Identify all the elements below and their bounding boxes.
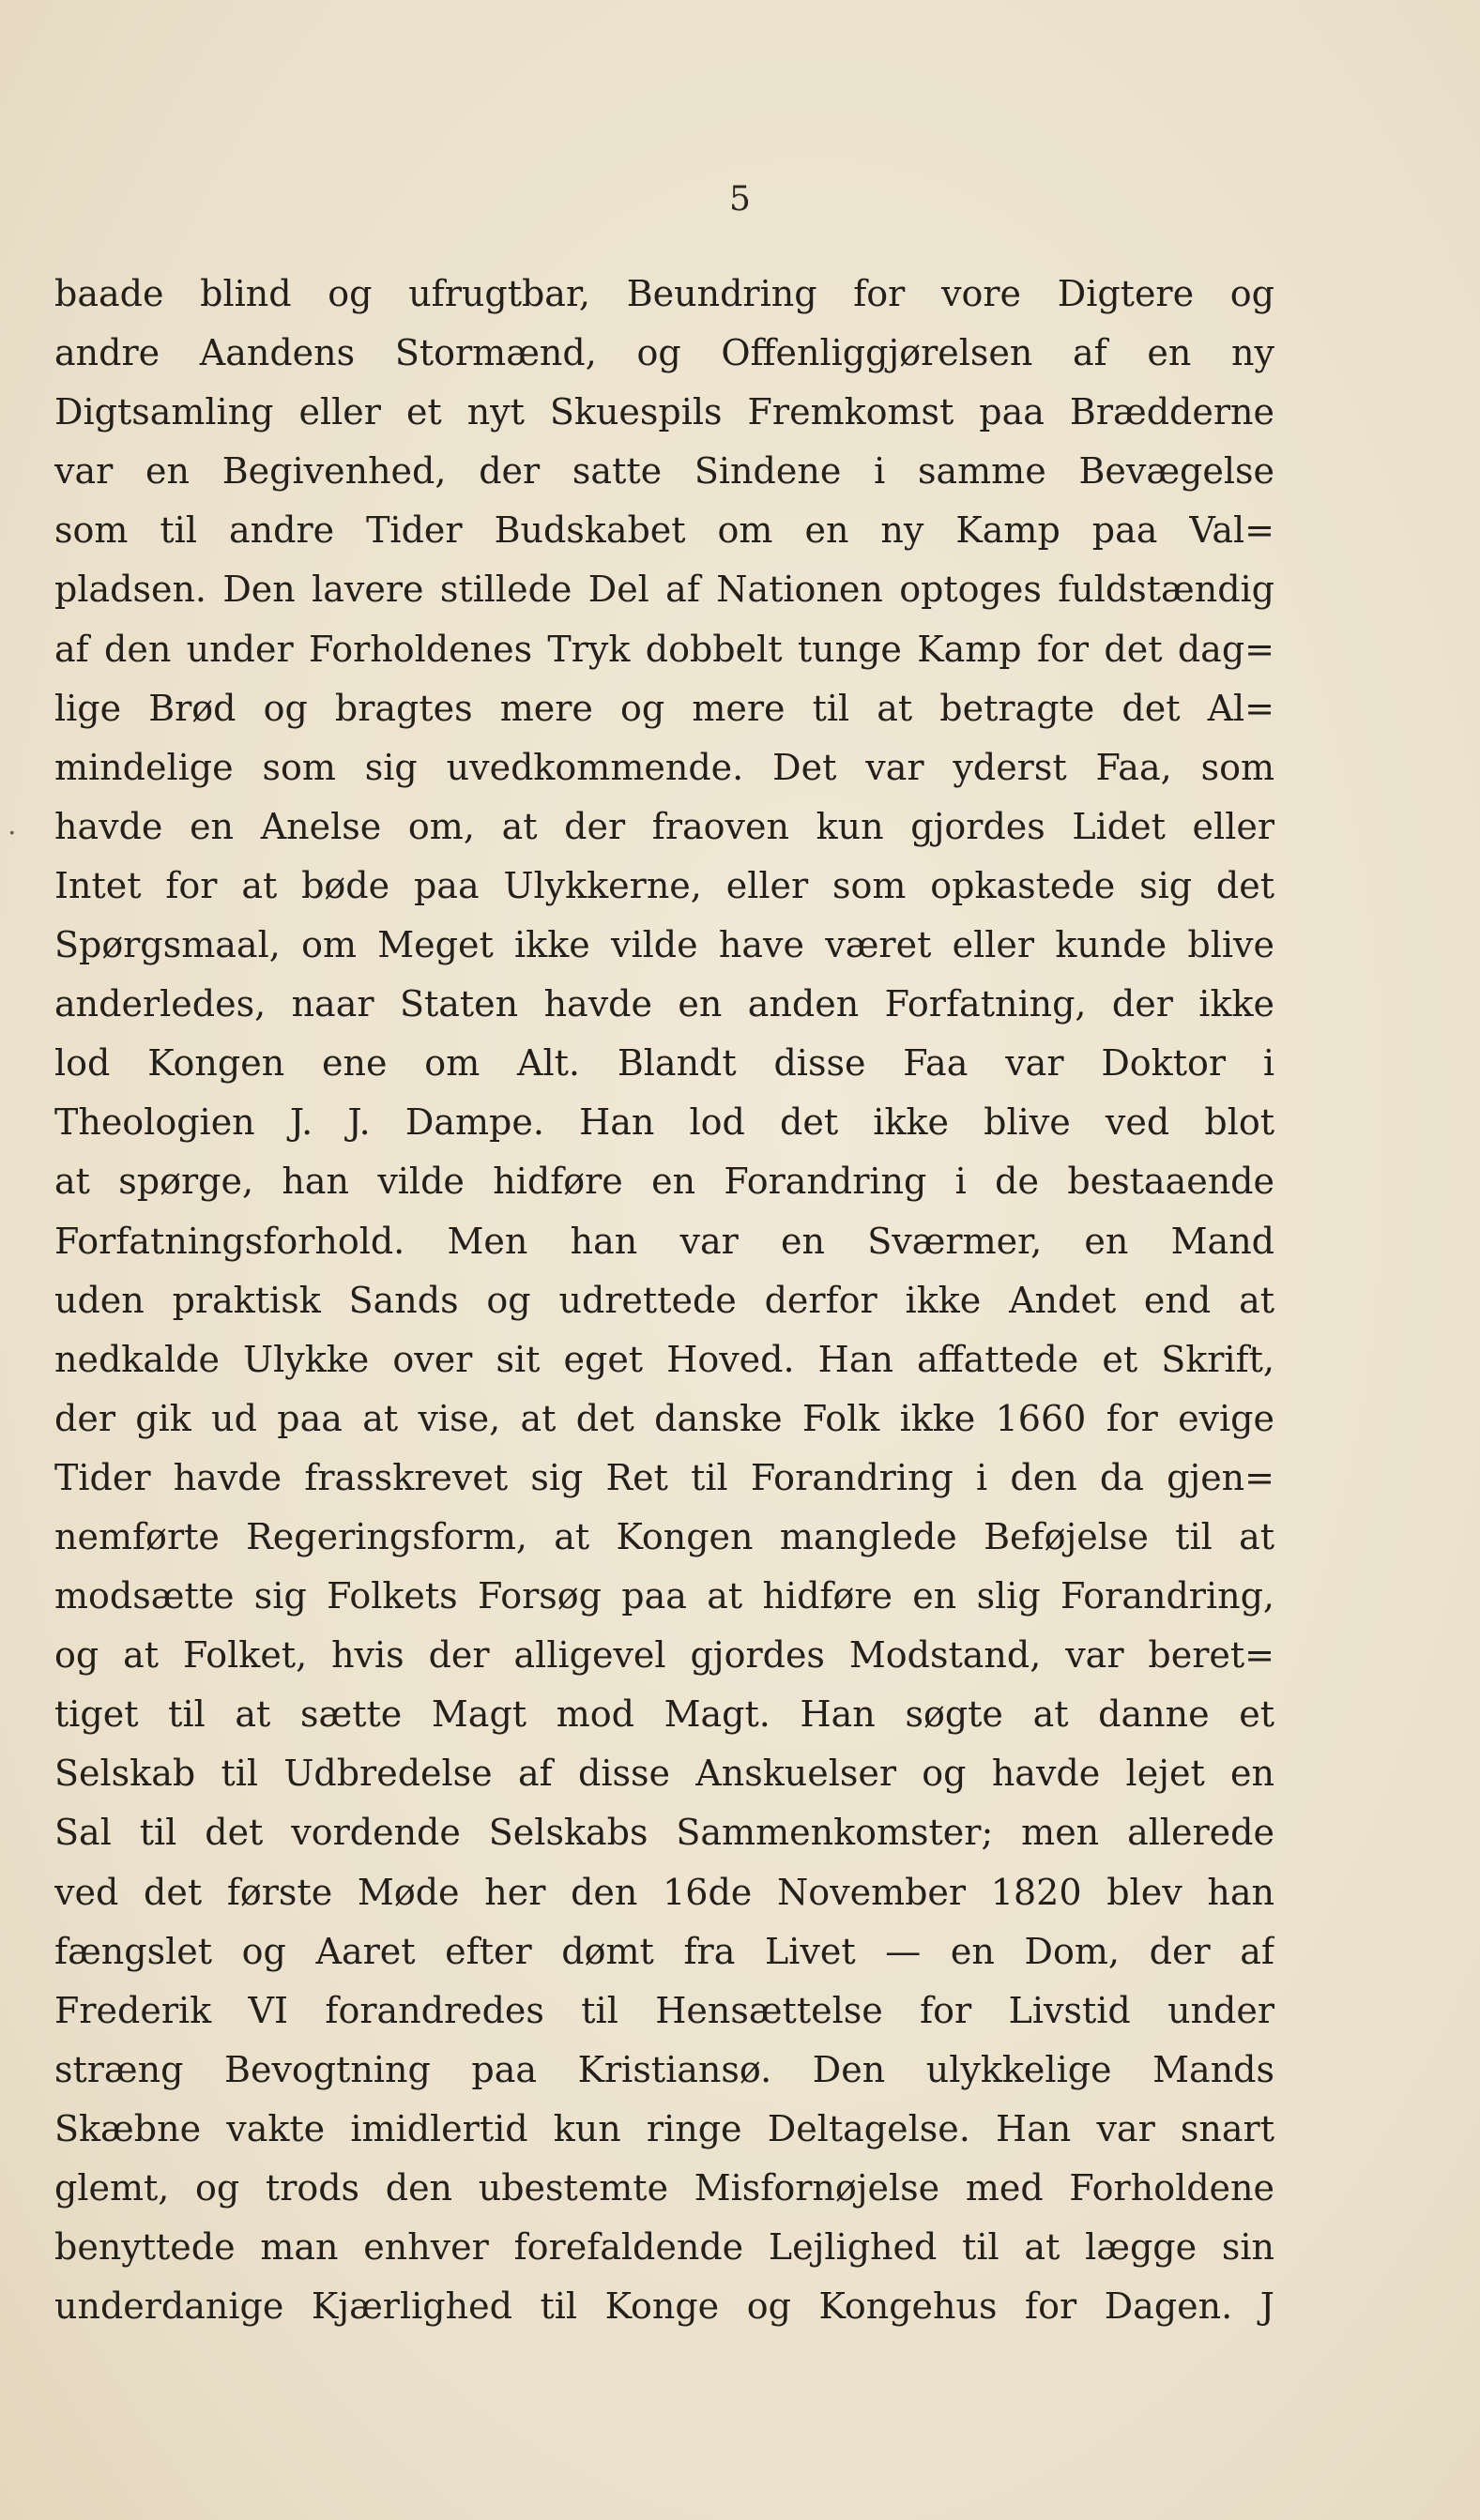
text-line: Skæbne vakte imidlertid kun ringe Deltagelse. Han var snart (54, 2107, 1274, 2149)
text-line: pladsen. Den lavere stillede Del af Nationen optoges fuldstændig (54, 569, 1274, 611)
text-line: stræng Bevogtning paa Kristiansø. Den ulykkelige Mands (54, 2048, 1274, 2090)
text-line: glemt, og trods den ubestemte Misfornøjelse med Forholdene (54, 2167, 1274, 2209)
text-line: andre Aandens Stormænd, og Offenliggjørelsen af en ny (54, 332, 1274, 374)
text-line: havde en Anelse om, at der fraoven kun gjordes Lidet eller (54, 805, 1274, 847)
text-line: af den under Forholdenes Tryk dobbelt tunge Kamp for det dag= (54, 628, 1274, 670)
text-line: Spørgsmaal, om Meget ikke vilde have været eller kunde blive (54, 924, 1274, 966)
body-text (54, 265, 1274, 2336)
text-line: uden praktisk Sands og udrettede derfor ikke Andet end at (54, 1279, 1274, 1321)
text-line: der gik ud paa at vise, at det danske Folk ikke 1660 for evige (54, 1397, 1274, 1439)
text-line: Intet for at bøde paa Ulykkerne, eller som opkastede sig det (54, 864, 1274, 906)
text-line: at spørge, han vilde hidføre en Forandring i de bestaaende (54, 1161, 1274, 1203)
text-line: lige Brød og bragtes mere og mere til at betragte det Al= (54, 687, 1274, 729)
text-line: lod Kongen ene om Alt. Blandt disse Faa var Doktor i (54, 1042, 1274, 1085)
text-line: Sal til det vordende Selskabs Sammenkomster; men allerede (54, 1812, 1274, 1854)
text-line: baade blind og ufrugtbar, Beundring for vore Digtere og (54, 273, 1274, 314)
text-line: tiget til at sætte Magt mod Magt. Han søgte at danne et (54, 1693, 1274, 1736)
page-number: 5 (729, 180, 751, 219)
text-line: Forfatningsforhold. Men han var en Sværmer, en Mand (54, 1220, 1274, 1262)
text-line: Selskab til Udbredelse af disse Anskuelser og havde lejet en (54, 1753, 1274, 1795)
text-line: Theologien J. J. Dampe. Han lod det ikke blive ved blot (54, 1101, 1274, 1144)
text-line: Digtsamling eller et nyt Skuespils Fremkomst paa Brædderne (54, 391, 1274, 433)
text-line: ved det første Møde her den 16de November 1820 blev han (54, 1871, 1274, 1913)
text-line: fængslet og Aaret efter dømt fra Livet — en Dom, der af (54, 1930, 1274, 1972)
text-line: underdanige Kjærlighed til Konge og Kongehus for Dagen. J (54, 2285, 1274, 2328)
text-line: nedkalde Ulykke over sit eget Hoved. Han affattede et Skrift, (54, 1338, 1274, 1380)
text-line: Tider havde frasskrevet sig Ret til Forandring i den da gjen= (54, 1456, 1274, 1498)
margin-mark: . (8, 809, 17, 842)
text-line: nemførte Regeringsform, at Kongen manglede Beføjelse til at (54, 1515, 1274, 1557)
text-line: anderledes, naar Staten havde en anden Forfatning, der ikke (54, 983, 1274, 1025)
text-line: og at Folket, hvis der alligevel gjordes Modstand, var beret= (54, 1634, 1274, 1677)
text-line: mindelige som sig uvedkommende. Det var yderst Faa, som (54, 746, 1274, 788)
text-line: benyttede man enhver forefaldende Lejlighed til at lægge sin (54, 2226, 1274, 2269)
text-line: var en Begivenhed, der satte Sindene i samme Bevægelse (54, 450, 1274, 493)
text-line: Frederik VI forandredes til Hensættelse for Livstid under (54, 1989, 1274, 2031)
text-line: som til andre Tider Budskabet om en ny Kamp paa Val= (54, 509, 1274, 552)
text-line: modsætte sig Folkets Forsøg paa at hidføre en slig Forandring, (54, 1575, 1274, 1617)
